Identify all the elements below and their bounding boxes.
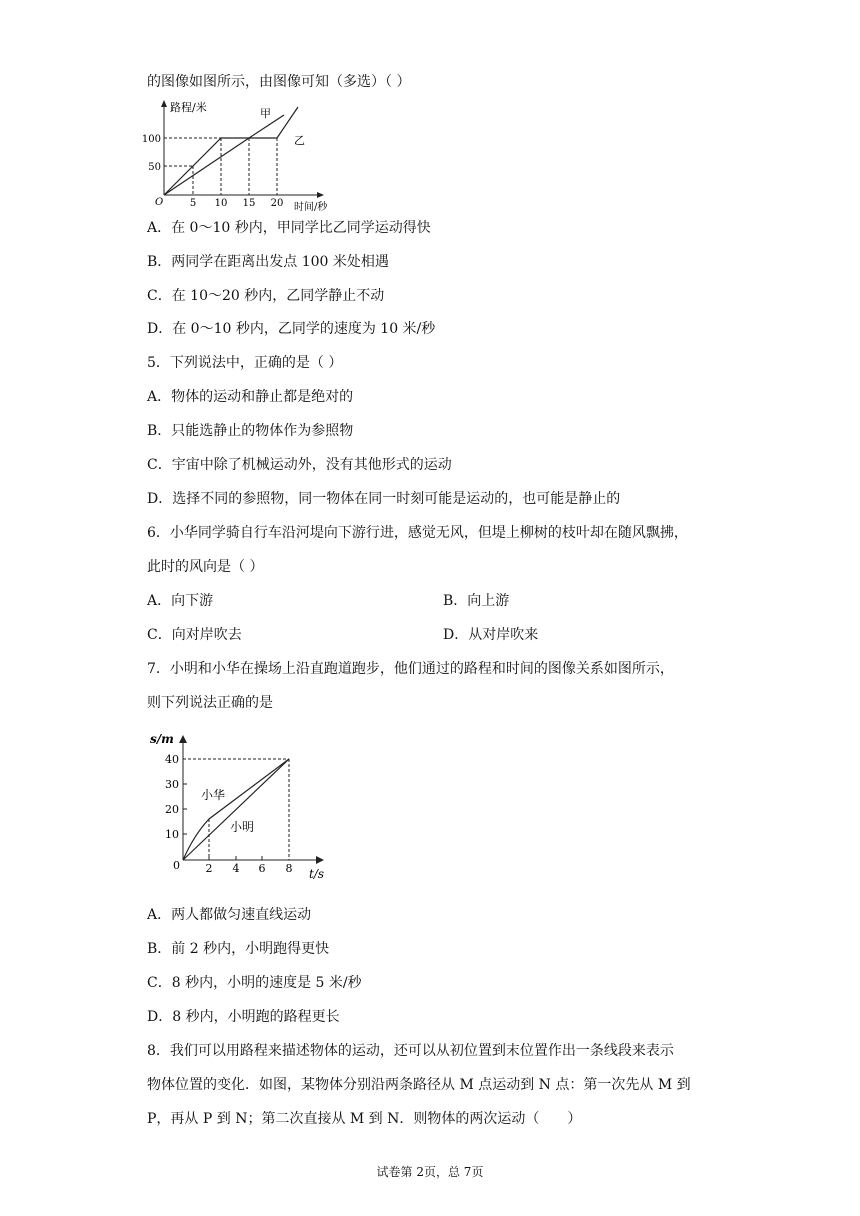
y-axis-label: 路程/米 — [170, 101, 207, 114]
page-footer: 试卷第 2页，总 7页 — [376, 1165, 484, 1179]
q7-stem-line2: 则下列说法正确的是 — [147, 695, 273, 711]
q7-option-b: B．前 2 秒内，小明跑得更快 — [147, 941, 330, 957]
q7-option-a: A．两人都做匀速直线运动 — [147, 907, 312, 923]
x-axis-arrow — [316, 856, 324, 864]
x-tick-20: 20 — [270, 198, 284, 209]
q4-option-c: C．在 10～20 秒内，乙同学静止不动 — [147, 288, 385, 304]
y-axis-arrow — [179, 735, 187, 743]
q6-option-a: A．向下游 — [147, 593, 214, 609]
x-tick-10: 10 — [214, 198, 228, 209]
q6-option-c: C．向对岸吹去 — [147, 627, 242, 643]
q5-option-c: C．宇宙中除了机械运动外，没有其他形式的运动 — [147, 457, 452, 473]
x-tick-2: 2 — [205, 862, 213, 875]
series-yi — [164, 115, 284, 195]
q4-graph — [141, 98, 328, 217]
x-tick-6: 6 — [258, 862, 266, 875]
q5-stem: 5．下列说法中，正确的是（ ） — [147, 355, 343, 371]
series-label-xiaoming: 小明 — [230, 820, 255, 834]
x-tick-5: 5 — [189, 198, 197, 209]
q7-option-c: C．8 秒内，小明的速度是 5 米/秒 — [147, 975, 362, 991]
q4-option-a: A．在 0～10 秒内，甲同学比乙同学运动得快 — [147, 220, 431, 236]
q4-stem-tail: 的图像如图所示，由图像可知（多选）（ ） — [147, 74, 411, 90]
x-tick-8: 8 — [285, 862, 293, 875]
q6-stem-line2: 此时的风向是（ ） — [147, 559, 264, 575]
q4-option-b: B．两同学在距离出发点 100 米处相遇 — [147, 254, 389, 270]
x-tick-15: 15 — [242, 198, 256, 209]
q6-stem-line1: 6．小华同学骑自行车沿河堤向下游行进，感觉无风，但堤上柳树的枝叶却在随风飘拂， — [147, 525, 688, 541]
x-axis-label: 时间/秒 — [294, 202, 328, 213]
q8-line1: 8．我们可以用路程来描述物体的运动，还可以从初位置到末位置作出一条线段来表示 — [147, 1043, 674, 1059]
y-tick-30: 30 — [165, 778, 179, 791]
q7-stem-line1: 7．小明和小华在操场上沿直跑道跑步，他们通过的路程和时间的图像关系如图所示， — [147, 661, 674, 677]
y-tick-10: 10 — [165, 828, 179, 841]
q6-option-b: B．向上游 — [443, 593, 510, 609]
q4-option-d: D．在 0～10 秒内，乙同学的速度为 10 米/秒 — [147, 321, 436, 337]
y-tick-100: 100 — [141, 134, 161, 145]
q5-option-b: B．只能选静止的物体作为参照物 — [147, 423, 354, 439]
q6-option-d: D．从对岸吹来 — [443, 627, 539, 643]
q8-line2: 物体位置的变化．如图，某物体分别沿两条路径从 M 点运动到 N 点：第一次先从 M 到 — [147, 1077, 691, 1093]
y-axis-arrow — [161, 100, 167, 107]
series-xiaoming — [183, 759, 289, 860]
y-tick-50: 50 — [148, 162, 161, 173]
origin-label: O — [155, 197, 164, 208]
q7-graph — [146, 727, 336, 891]
x-axis-label: t/s — [309, 867, 325, 881]
q5-option-d: D．选择不同的参照物，同一物体在同一时刻可能是运动的，也可能是静止的 — [147, 491, 621, 507]
q7-option-d: D．8 秒内，小明跑的路程更长 — [147, 1009, 340, 1025]
y-tick-40: 40 — [165, 753, 179, 766]
series-label-xiaohua: 小华 — [201, 788, 226, 802]
q5-option-a: A．物体的运动和静止都是绝对的 — [147, 389, 354, 405]
x-axis-arrow — [317, 192, 324, 198]
y-tick-20: 20 — [165, 803, 179, 816]
origin-label: 0 — [173, 859, 180, 872]
y-axis-label: s/m — [150, 732, 174, 746]
series-label-yi: 乙 — [294, 134, 305, 147]
q8-line3: P，再从 P 到 N；第二次直接从 M 到 N．则物体的两次运动（ ） — [147, 1111, 582, 1127]
series-label-jia: 甲 — [260, 107, 271, 120]
x-tick-4: 4 — [232, 862, 240, 875]
